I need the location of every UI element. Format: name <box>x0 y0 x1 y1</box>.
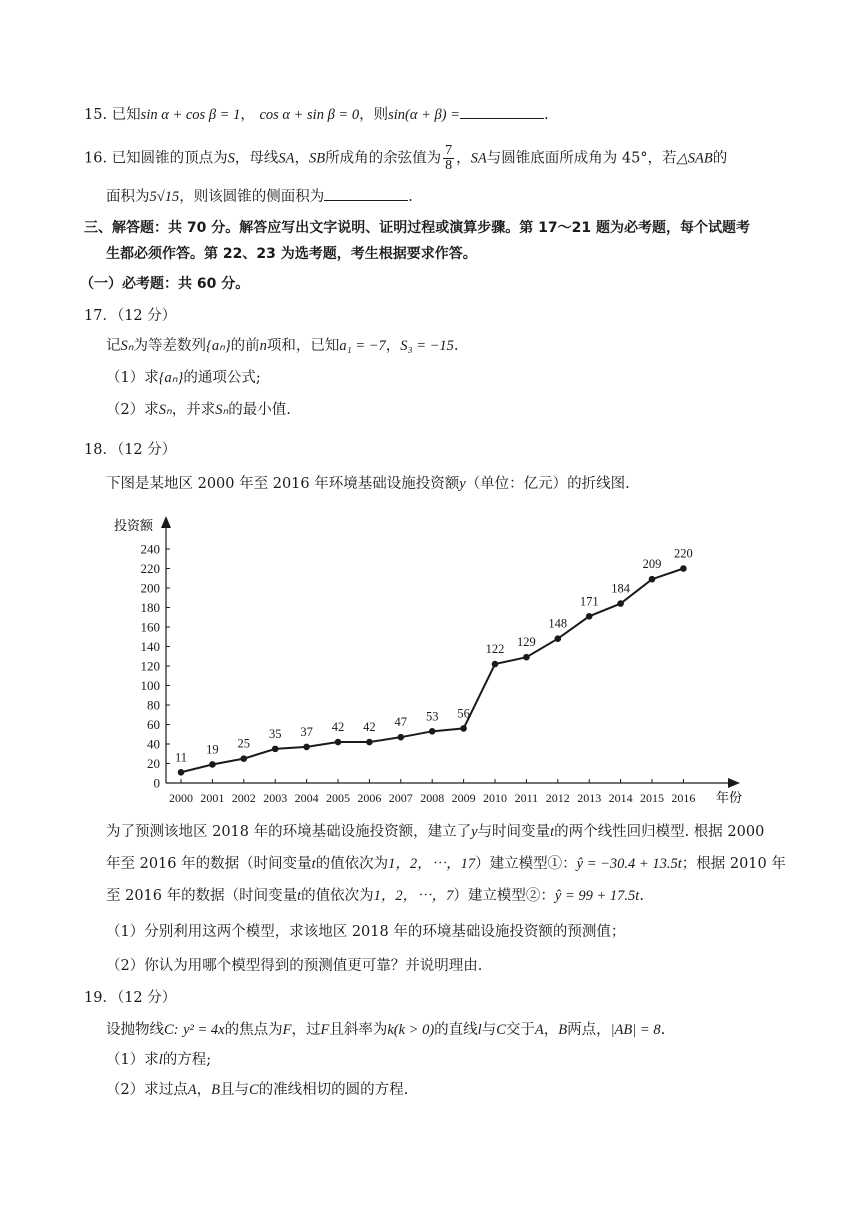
formula: n <box>259 338 267 354</box>
x-tick-label: 2007 <box>388 791 413 805</box>
formula: y <box>471 824 478 840</box>
question-18-para1 <box>106 822 764 842</box>
data-point <box>398 734 405 741</box>
text: 所成角的余弦值为 <box>325 150 442 167</box>
text: 的值依次为 <box>315 856 389 872</box>
text: 设抛物线 <box>106 1022 164 1038</box>
y-tick-label: 80 <box>147 697 160 713</box>
x-axis-arrow <box>728 778 740 788</box>
x-tick-label: 2012 <box>545 791 570 805</box>
y-tick-label: 220 <box>140 561 160 576</box>
text: 与 <box>481 1022 497 1038</box>
data-label: 220 <box>674 546 693 561</box>
x-tick-label: 2014 <box>608 791 633 805</box>
data-label: 42 <box>363 720 376 735</box>
data-point <box>492 661 499 668</box>
text: 项和，已知 <box>266 338 340 354</box>
y-tick-label: 120 <box>140 658 160 674</box>
y-tick-label: 140 <box>140 639 160 654</box>
formula: {aₙ} <box>206 338 231 354</box>
data-label: 122 <box>485 642 505 657</box>
y-tick-label: 40 <box>147 736 160 752</box>
text: 的方程; <box>162 1052 212 1068</box>
x-axis-label: 年份 <box>716 790 743 805</box>
formula: F <box>320 1022 330 1038</box>
text: . <box>408 189 413 205</box>
section-heading-line2: 生都必须作答。第 22、23 为选考题，考生根据要求作答。 <box>106 246 477 262</box>
formula: {aₙ} <box>158 370 184 386</box>
formula: k(k > 0) <box>387 1022 435 1038</box>
question-17-stem <box>106 336 459 356</box>
question-19-stem <box>106 1020 665 1040</box>
formula: Sₙ <box>158 402 172 418</box>
y-tick-label: 60 <box>147 717 160 732</box>
formula: △SAB <box>676 150 713 167</box>
formula: B <box>211 1082 220 1098</box>
investment-line-chart <box>100 512 760 810</box>
data-label: 25 <box>237 736 251 751</box>
y-tick-label: 200 <box>140 580 160 596</box>
data-point <box>523 654 530 661</box>
formula: A <box>187 1082 197 1098</box>
fraction <box>443 144 454 173</box>
formula: y <box>459 476 466 492</box>
formula: C <box>496 1022 506 1038</box>
text: 与圆锥底面所成角为 45°，若 <box>486 150 677 167</box>
text: 下图是某地区 2000 年至 2016 年环境基础设施投资额 <box>106 476 460 492</box>
question-17-head: 17．（12 分） <box>84 308 177 324</box>
formula: SB <box>309 150 326 167</box>
y-tick-label: 160 <box>140 619 160 635</box>
data-point <box>178 769 185 776</box>
text: 的前 <box>230 338 260 354</box>
data-label: 35 <box>268 726 282 741</box>
data-point <box>335 739 342 746</box>
data-label: 129 <box>517 635 536 650</box>
text: 且斜率为 <box>329 1022 388 1038</box>
question-19-part1 <box>106 1050 211 1070</box>
formula: Sₙ <box>215 402 229 418</box>
data-label: 209 <box>642 557 662 572</box>
data-point <box>272 746 279 753</box>
text: 已知 <box>111 107 141 123</box>
text: ）建立模型①： <box>475 856 577 872</box>
question-18-para3 <box>106 886 644 906</box>
question-17-part1 <box>106 368 261 388</box>
x-tick-label: 2011 <box>514 791 539 805</box>
text: 的最小值. <box>228 402 291 418</box>
y-axis-label: 投资额 <box>114 518 154 533</box>
formula: a₁ = −7 <box>339 338 386 354</box>
answer-blank[interactable] <box>460 104 544 119</box>
text: 两点， <box>567 1022 611 1038</box>
text: 的直线 <box>434 1022 478 1038</box>
data-point <box>366 739 373 746</box>
fraction-numerator: 7 <box>445 143 453 158</box>
text: 面积为 <box>106 189 150 205</box>
formula: A <box>534 1022 544 1038</box>
text: ， <box>456 150 471 167</box>
formula: SA <box>470 150 487 167</box>
formula: Sₙ <box>120 338 134 354</box>
data-point <box>555 635 562 642</box>
question-19-head: 19．（12 分） <box>84 990 177 1006</box>
data-label: 53 <box>425 709 439 724</box>
text: ， <box>385 338 401 354</box>
data-point <box>209 761 216 768</box>
text: 交于 <box>505 1022 535 1038</box>
text: ， <box>240 107 255 123</box>
y-tick-label: 20 <box>147 756 160 771</box>
text: 的通项公式; <box>183 370 261 386</box>
data-point <box>586 613 593 620</box>
x-tick-label: 2008 <box>420 791 445 805</box>
answer-blank[interactable] <box>324 186 408 201</box>
question-16 <box>84 144 727 173</box>
x-tick-label: 2002 <box>231 791 256 805</box>
x-tick-label: 2013 <box>577 791 602 805</box>
text: 为等差数列 <box>133 338 207 354</box>
text: ，过 <box>291 1022 321 1038</box>
text: 已知圆锥的顶点为 <box>111 150 228 167</box>
question-18-intro <box>106 474 630 494</box>
text: ， <box>196 1082 212 1098</box>
data-label: 47 <box>394 715 408 730</box>
text: （单位：亿元）的折线图. <box>465 476 630 492</box>
y-tick-label: 0 <box>153 775 160 791</box>
text: ，则 <box>359 107 389 123</box>
data-point <box>649 576 656 583</box>
text: ；根据 2010 年 <box>681 856 786 872</box>
data-label: 37 <box>300 724 313 739</box>
x-tick-label: 2005 <box>326 791 350 805</box>
question-17-part2 <box>106 400 291 420</box>
x-tick-label: 2016 <box>671 791 696 805</box>
text: 的两个线性回归模型. 根据 2000 <box>554 824 765 840</box>
formula: 1，2，⋯，7 <box>373 888 454 904</box>
data-point <box>303 744 310 751</box>
formula: S₃ = −15 <box>400 338 454 354</box>
part-heading: （一）必考题：共 60 分。 <box>80 276 250 292</box>
text: 年至 2016 年的数据（时间变量 <box>106 856 312 872</box>
text: ，则该圆锥的侧面积为 <box>179 189 325 205</box>
question-number: 15. <box>84 107 108 123</box>
data-label: 42 <box>331 720 345 735</box>
text: （1）求 <box>106 1052 159 1068</box>
formula: B <box>558 1022 568 1038</box>
text: ，并求 <box>171 402 216 418</box>
formula: t <box>297 888 302 904</box>
formula: C: <box>164 1022 179 1038</box>
y-tick-label: 180 <box>140 600 160 615</box>
data-point <box>680 565 687 572</box>
question-16-line2 <box>106 186 413 207</box>
x-tick-label: 2015 <box>640 791 664 805</box>
text: 至 2016 年的数据（时间变量 <box>106 888 298 904</box>
data-label: 148 <box>548 616 568 631</box>
formula: ŷ = −30.4 + 13.5t <box>576 856 682 872</box>
y-tick-label: 240 <box>140 541 160 557</box>
formula: ŷ = 99 + 17.5t <box>554 888 640 904</box>
formula: y² = 4x <box>183 1022 225 1038</box>
formula: S <box>227 150 235 167</box>
data-points <box>178 565 687 775</box>
y-axis-arrow <box>161 516 171 528</box>
data-label: 56 <box>457 706 470 721</box>
text: （2）求过点 <box>106 1082 188 1098</box>
text: （2）求 <box>106 402 159 418</box>
x-tick-label: 2004 <box>294 791 319 805</box>
formula: sin(α + β) = <box>388 107 460 123</box>
question-18-part2: （2）你认为用哪个模型得到的预测值更可靠？并说明理由. <box>106 958 483 974</box>
formula: C <box>248 1082 259 1098</box>
x-tick-label: 2000 <box>169 791 193 805</box>
data-point <box>617 600 624 607</box>
x-tick-label: 2010 <box>483 791 507 805</box>
series-line <box>181 569 683 773</box>
text: 与时间变量 <box>477 824 551 840</box>
formula: l <box>158 1052 163 1068</box>
formula: 5√15 <box>149 189 180 205</box>
formula: sin α + cos β = 1 <box>140 107 241 123</box>
text: 的值依次为 <box>301 888 374 904</box>
section-heading: 三、解答题：共 70 分。解答应写出文字说明、证明过程或演算步骤。第 17～21 题为必考题，每个试题考 <box>84 220 750 236</box>
text: 的焦点为 <box>224 1022 283 1038</box>
formula: t <box>550 824 555 840</box>
x-tick-label: 2009 <box>451 791 476 805</box>
data-point <box>429 728 436 735</box>
fraction-denominator: 8 <box>445 158 453 173</box>
x-tick-label: 2003 <box>263 791 288 805</box>
question-number: 16. <box>84 150 108 167</box>
formula: t <box>311 856 316 872</box>
text: 的 <box>712 150 728 167</box>
text: 且与 <box>219 1082 249 1098</box>
data-label: 171 <box>579 594 599 609</box>
data-label: 11 <box>174 750 188 765</box>
formula: F <box>282 1022 292 1038</box>
text: （1）求 <box>106 370 159 386</box>
formula: cos α + sin β = 0 <box>259 107 360 123</box>
data-label: 19 <box>206 742 219 757</box>
x-tick-label: 2006 <box>357 791 382 805</box>
question-18-para2 <box>106 854 786 874</box>
text: 的准线相切的圆的方程. <box>258 1082 409 1098</box>
text: 为了预测该地区 2018 年的环境基础设施投资额，建立了 <box>106 824 472 840</box>
text: ， <box>294 150 310 167</box>
text: . <box>543 107 549 123</box>
text: ）建立模型②： <box>453 888 555 904</box>
text: ，母线 <box>234 150 279 167</box>
text: 记 <box>106 338 121 354</box>
question-15 <box>84 104 549 125</box>
formula: |AB| = 8 <box>610 1022 661 1038</box>
formula: 1，2，⋯，17 <box>388 856 476 872</box>
x-tick-label: 2001 <box>200 791 225 805</box>
data-label: 184 <box>611 581 630 596</box>
question-19-part2 <box>106 1080 408 1100</box>
y-tick-label: 100 <box>140 678 160 693</box>
question-18-part1: （1）分别利用这两个模型，求该地区 2018 年的环境基础设施投资额的预测值； <box>106 924 626 940</box>
question-18-head: 18．（12 分） <box>84 442 177 458</box>
text: . <box>660 1022 666 1038</box>
text: ， <box>543 1022 559 1038</box>
formula: l <box>477 1022 482 1038</box>
data-point <box>241 755 248 762</box>
text: . <box>639 888 644 904</box>
formula: SA <box>278 150 295 167</box>
text: . <box>453 338 459 354</box>
data-point <box>460 725 467 732</box>
